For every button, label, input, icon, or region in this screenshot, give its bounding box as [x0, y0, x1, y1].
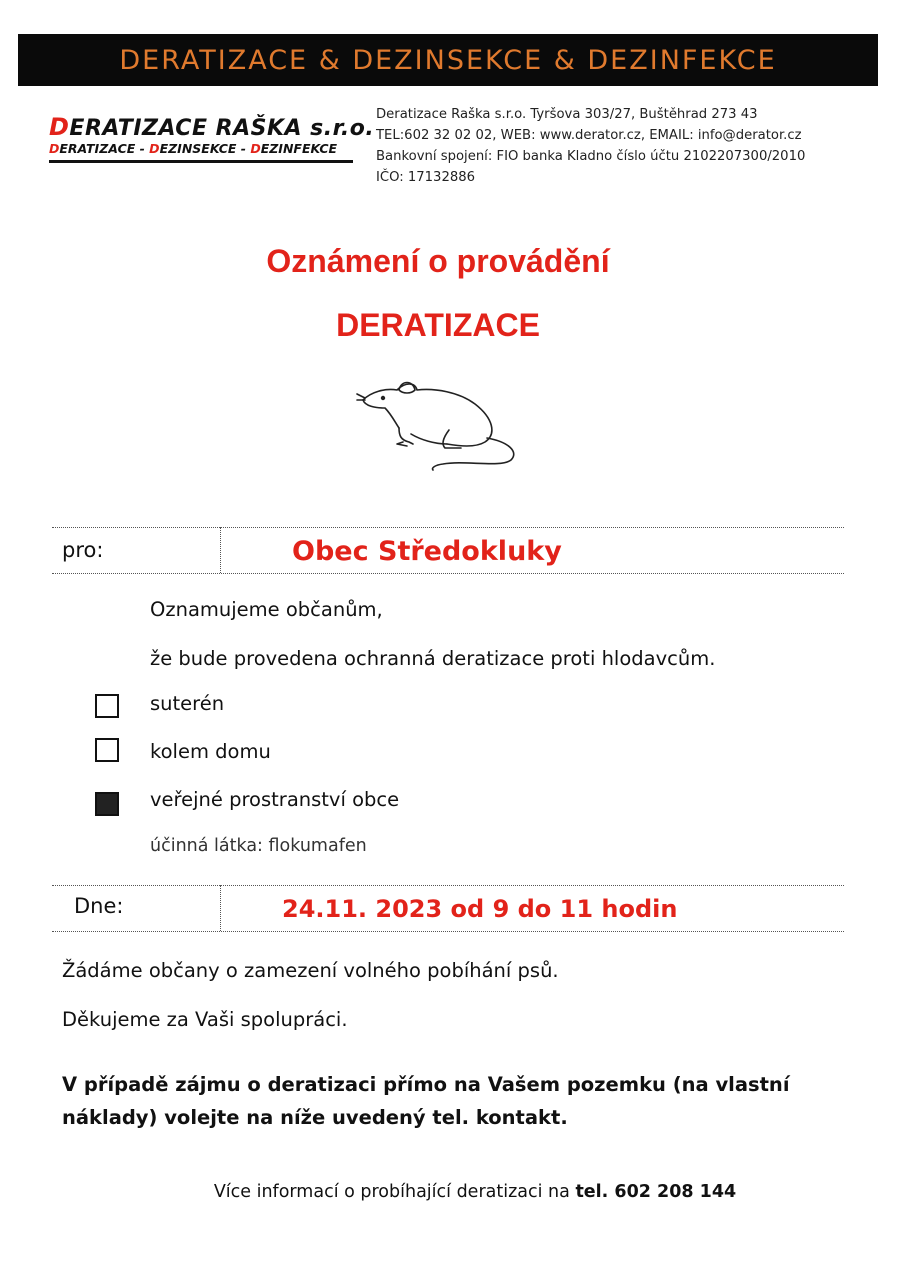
- footer-text: Více informací o probíhající deratizaci na: [213, 1182, 576, 1202]
- date-value: 24.11. 2023 od 9 do 11 hodin: [282, 895, 678, 923]
- logo-name-rest: ERATIZACE RAŠKA s.r.o.: [69, 116, 375, 141]
- recipient-bottom-rule: [52, 573, 844, 574]
- logo-tagline: [49, 142, 355, 156]
- logo-name: [49, 113, 375, 141]
- logo-underline: [49, 160, 353, 163]
- date-divider: [220, 885, 221, 931]
- logo-initial: D: [49, 113, 70, 141]
- checkbox-public-space[interactable]: [95, 792, 119, 816]
- announcement-line-2: že bude provedena ochranná deratizace proti hlodavcům.: [150, 647, 716, 670]
- recipient-label: pro:: [62, 538, 104, 562]
- mouse-icon: [355, 368, 525, 478]
- recipient-value: Obec Středokluky: [292, 536, 562, 567]
- footer-info: [0, 1182, 900, 1202]
- checkbox-around-house[interactable]: [95, 738, 119, 762]
- logo-tagline-part: EZINSEKCE -: [159, 141, 251, 156]
- logo-tagline-part: ERATIZACE -: [59, 141, 150, 156]
- company-logo: [49, 113, 375, 163]
- date-label: Dne:: [74, 894, 124, 918]
- logo-tagline-cap: D: [149, 141, 160, 156]
- banner-text: DERATIZACE & DEZINSEKCE & DEZINFEKCE: [119, 44, 777, 76]
- date-top-rule: [52, 885, 844, 886]
- option-around-house-label: kolem domu: [150, 740, 271, 763]
- footer-phone: tel. 602 208 144: [575, 1182, 737, 1202]
- announcement-line-1: Oznamujeme občanům,: [150, 598, 383, 621]
- option-basement-label: suterén: [150, 692, 225, 715]
- contact-info: [376, 104, 805, 188]
- contact-address: Deratizace Raška s.r.o. Tyršova 303/27, Buštěhrad 273 43: [376, 107, 758, 122]
- logo-tagline-part: EZINFEKCE: [260, 141, 338, 156]
- date-bottom-rule: [52, 931, 844, 932]
- recipient-divider: [220, 527, 221, 573]
- logo-tagline-cap: D: [250, 141, 261, 156]
- contact-bank: Bankovní spojení: FIO banka Kladno číslo účtu 2102207300/2010: [376, 149, 806, 164]
- active-substance: účinná látka: flokumafen: [150, 836, 367, 856]
- notice-title: Oznámení o provádění: [266, 243, 610, 279]
- private-property-note: V případě zájmu o deratizaci přímo na Vašem pozemku (na vlastní náklady) volejte na níže uvedený tel. kontakt.: [62, 1073, 790, 1129]
- logo-tagline-cap: D: [49, 141, 60, 156]
- notice-subtitle: DERATIZACE: [336, 307, 540, 343]
- request-thanks: Děkujeme za Vaši spolupráci.: [62, 1008, 348, 1031]
- option-public-space-label: veřejné prostranství obce: [150, 788, 400, 811]
- contact-ico: IČO: 17132886: [376, 170, 476, 185]
- contact-phone-web-email: TEL:602 32 02 02, WEB: www.derator.cz, EMAIL: info@derator.cz: [376, 128, 802, 143]
- header-banner: [18, 34, 878, 86]
- request-dogs: Žádáme občany o zamezení volného pobíhání psů.: [62, 959, 559, 982]
- checkbox-basement[interactable]: [95, 694, 119, 718]
- recipient-top-rule: [52, 527, 844, 528]
